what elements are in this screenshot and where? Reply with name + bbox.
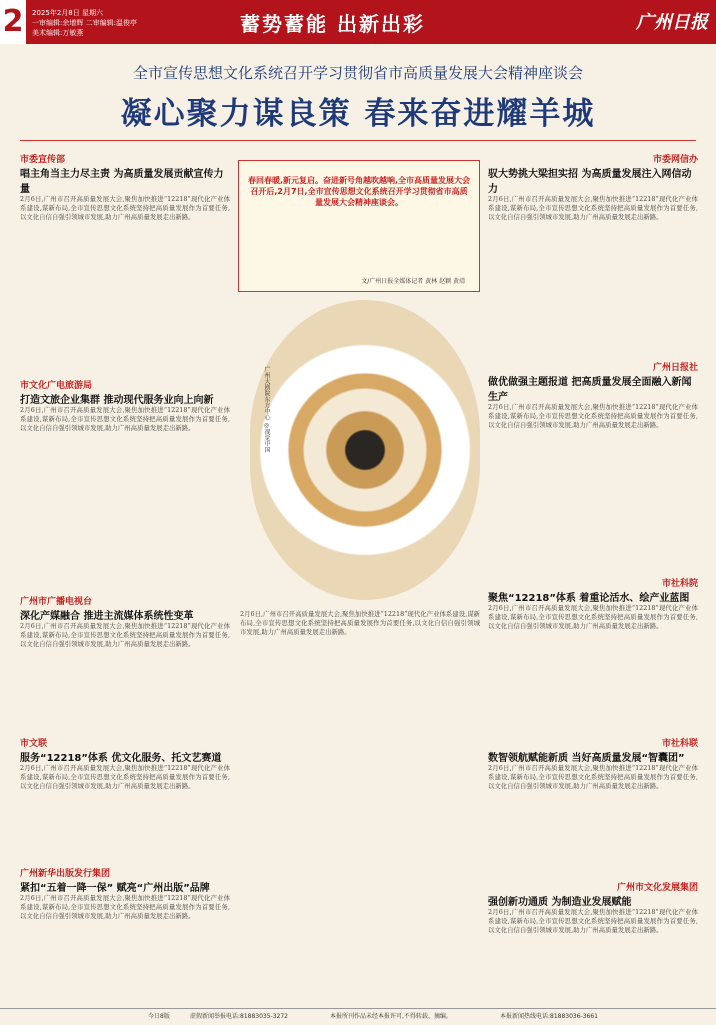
article-wgl: 市文化广电旅游局 打造文旅企业集群 推动现代服务业向上向新 2月6日,广州市召开高质量发展大会,聚焦加快推进“12218”现代化产业体系建设,谋新布局,全市宣传思想文化系统坚持把高质量发展作为首要任务,以文化自信自强引领城市发展,助力广州高质量发展走出新路。 <box>20 381 230 432</box>
page-number: 2 <box>0 0 26 44</box>
article-xcb: 市委宣传部 唱主角当主力尽主责 为高质量发展贡献宣传力量 2月6日,广州市召开高质量发展大会,聚焦加快推进“12218”现代化产业体系建设,谋新布局,全市宣传思想文化系统坚持把高质量发展作为首要任务,以文化自信自强引领城市发展,助力广州高质量发展走出新路。 <box>20 155 230 221</box>
theatre-photo <box>250 300 480 600</box>
divider <box>20 140 696 141</box>
article-wl: 市文联 服务“12218”体系 优文化服务、托文艺赛道 2月6日,广州市召开高质量发展大会,聚焦加快推进“12218”现代化产业体系建设,谋新布局,全市宣传思想文化系统坚持把高质量发展作为首要任务,以文化自信自强引领城市发展,助力广州高质量发展走出新路。 <box>20 739 230 790</box>
footer: 今日8版 虚假新闻举报电话:81883035-3272 本报所刊作品未经本报许可,不得转载、摘编。 本报新闻热线电话:81883036-3661 <box>0 1008 716 1025</box>
article-skl: 市社科联 数智领航赋能新质 当好高质量发展“智囊团” 2月6日,广州市召开高质量发展大会,聚焦加快推进“12218”现代化产业体系建设,谋新布局,全市宣传思想文化系统坚持把高质量发展作为首要任务,以文化自信自强引领城市发展,助力广州高质量发展走出新路。 <box>488 739 698 790</box>
article-xh: 广州新华出版发行集团 紧扣“五着一降一保” 赋亮“广州出版”品牌 2月6日,广州市召开高质量发展大会,聚焦加快推进“12218”现代化产业体系建设,谋新布局,全市宣传思想文化系统坚持把高质量发展作为首要任务,以文化自信自强引领城市发展,助力广州高质量发展走出新路。 <box>20 869 230 920</box>
headline-main: 凝心聚力谋良策 春来奋进耀羊城 <box>120 96 596 132</box>
lead-box: 春回春暖,新元复启。奋进新号角越吹越响,全市高质量发展大会召开后,2月7日,全市宣传思想文化系统召开学习贯彻省市高质量发展大会精神座谈会。 文/广州日报全媒体记者 黄林 赵颖 黄靖 <box>238 160 480 292</box>
issue-info: 2025年2月8日 星期六 一审编辑:余增辉 二审编辑:温俊亭 美术编辑:万敏燕 <box>32 9 137 37</box>
page-slogan: 蓄势蓄能 出新出彩 <box>240 12 425 36</box>
article-gdt: 广州市广播电视台 深化产媒融合 推进主流媒体系统性变革 2月6日,广州市召开高质量发展大会,聚焦加快推进“12218”现代化产业体系建设,谋新布局,全市宣传思想文化系统坚持把高质量发展作为首要任务,以文化自信自强引领城市发展,助力广州高质量发展走出新路。 <box>20 597 230 648</box>
article-wxb: 市委网信办 驭大势挑大梁担实招 为高质量发展注入网信动力 2月6日,广州市召开高质量发展大会,聚焦加快推进“12218”现代化产业体系建设,谋新布局,全市宣传思想文化系统坚持把高质量发展作为首要任务,以文化自信自强引领城市发展,助力广州高质量发展走出新路。 <box>488 155 698 221</box>
center-body: 2月6日,广州市召开高质量发展大会,聚焦加快推进“12218”现代化产业体系建设,谋新布局,全市宣传思想文化系统坚持把高质量发展作为首要任务,以文化自信自强引领城市发展,助力广州高质量发展走出新路。 <box>240 610 480 636</box>
article-gzrb: 广州日报社 做优做强主题报道 把高质量发展全面融入新闻生产 2月6日,广州市召开高质量发展大会,聚焦加快推进“12218”现代化产业体系建设,谋新布局,全市宣传思想文化系统坚持把高质量发展作为首要任务,以文化自信自强引领城市发展,助力广州高质量发展走出新路。 <box>488 363 698 429</box>
masthead <box>0 0 716 44</box>
article-wfjt: 广州市文化发展集团 强创新功通质 为制造业发展赋能 2月6日,广州市召开高质量发展大会,聚焦加快推进“12218”现代化产业体系建设,谋新布局,全市宣传思想文化系统坚持把高质量发展作为首要任务,以文化自信自强引领城市发展,助力广州高质量发展走出新路。 <box>488 883 698 934</box>
photo-caption: 广州大剧院东方中心 ◎视觉中国 <box>263 366 270 453</box>
headline-kicker: 全市宣传思想文化系统召开学习贯彻省市高质量发展大会精神座谈会 <box>132 64 583 82</box>
newspaper-logo: 广州日报 <box>636 12 708 33</box>
article-skj: 市社科院 聚焦“12218”体系 着重论活水、绘产业蓝图 2月6日,广州市召开高质量发展大会,聚焦加快推进“12218”现代化产业体系建设,谋新布局,全市宣传思想文化系统坚持把高质量发展作为首要任务,以文化自信自强引领城市发展,助力广州高质量发展走出新路。 <box>488 579 698 630</box>
